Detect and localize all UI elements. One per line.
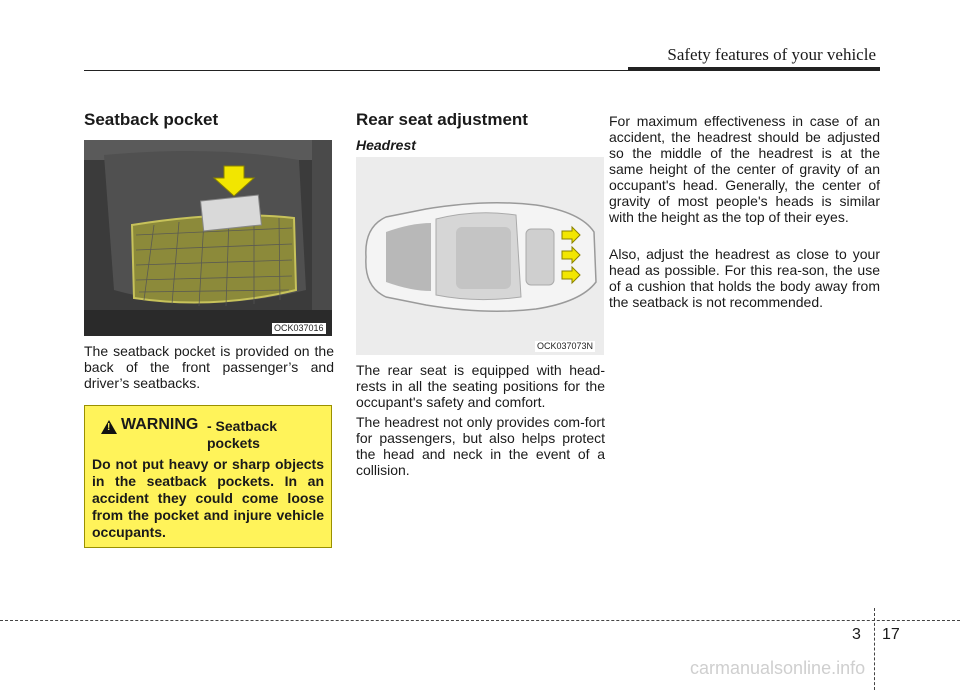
watermark: carmanualsonline.info — [690, 658, 866, 678]
seatback-pocket-photo — [84, 140, 332, 336]
footer-rule — [0, 620, 960, 621]
warning-box — [84, 405, 332, 548]
subheading-headrest: Headrest — [356, 137, 416, 153]
heading-rear-seat-adjustment: Rear seat adjustment — [356, 110, 528, 129]
rear-seat-paragraph-1: The rear seat is equipped with head-rests in all the seating positions for the occupant's safety and comfort. — [356, 362, 605, 410]
heading-seatback-pocket: Seatback pocket — [84, 110, 219, 129]
rear-seat-paragraph-2: The headrest not only provides com-fort for passengers, but also helps protect the head and neck in the event of a collision. — [356, 414, 605, 478]
headrest-paragraph-2: Also, adjust the headrest as close to your head as possible. For this rea-son, the use of a cushion that holds the body away from the seatback is not recommended. — [609, 246, 880, 310]
headrest-paragraph-1: For maximum effectiveness in case of an accident, the headrest should be adjusted so the middle of the headrest is at the same height of the center of gravity of an occupant's head. Generally, the center of gravity of most people's heads is similar with the height as the top of their eyes. — [609, 113, 880, 225]
column-seatback-pocket — [84, 110, 334, 130]
warning-triangle-icon — [101, 420, 117, 434]
section-title: Safety features of your vehicle — [667, 45, 876, 64]
warning-word: WARNING — [121, 416, 199, 433]
warning-text: Do not put heavy or sharp objects in the seatback pockets. In an accident they could come loose from the pocket and injure vehicle occupants. — [92, 456, 324, 540]
chapter-number: 3 — [852, 626, 861, 643]
figure-code-1: OCK037016 — [274, 323, 324, 333]
page-number: 17 — [882, 626, 900, 643]
header-rule-accent — [628, 67, 880, 71]
footer-divider — [874, 608, 875, 690]
figure-code-2: OCK037073N — [537, 341, 594, 351]
warning-subject: - Seatback pockets — [207, 418, 278, 451]
seatback-pocket-text: The seatback pocket is provided on the back of the front passenger’s and driver’s seatbacks. — [84, 343, 334, 391]
car-headrest-illustration — [356, 157, 604, 355]
column-rear-seat — [356, 110, 606, 130]
